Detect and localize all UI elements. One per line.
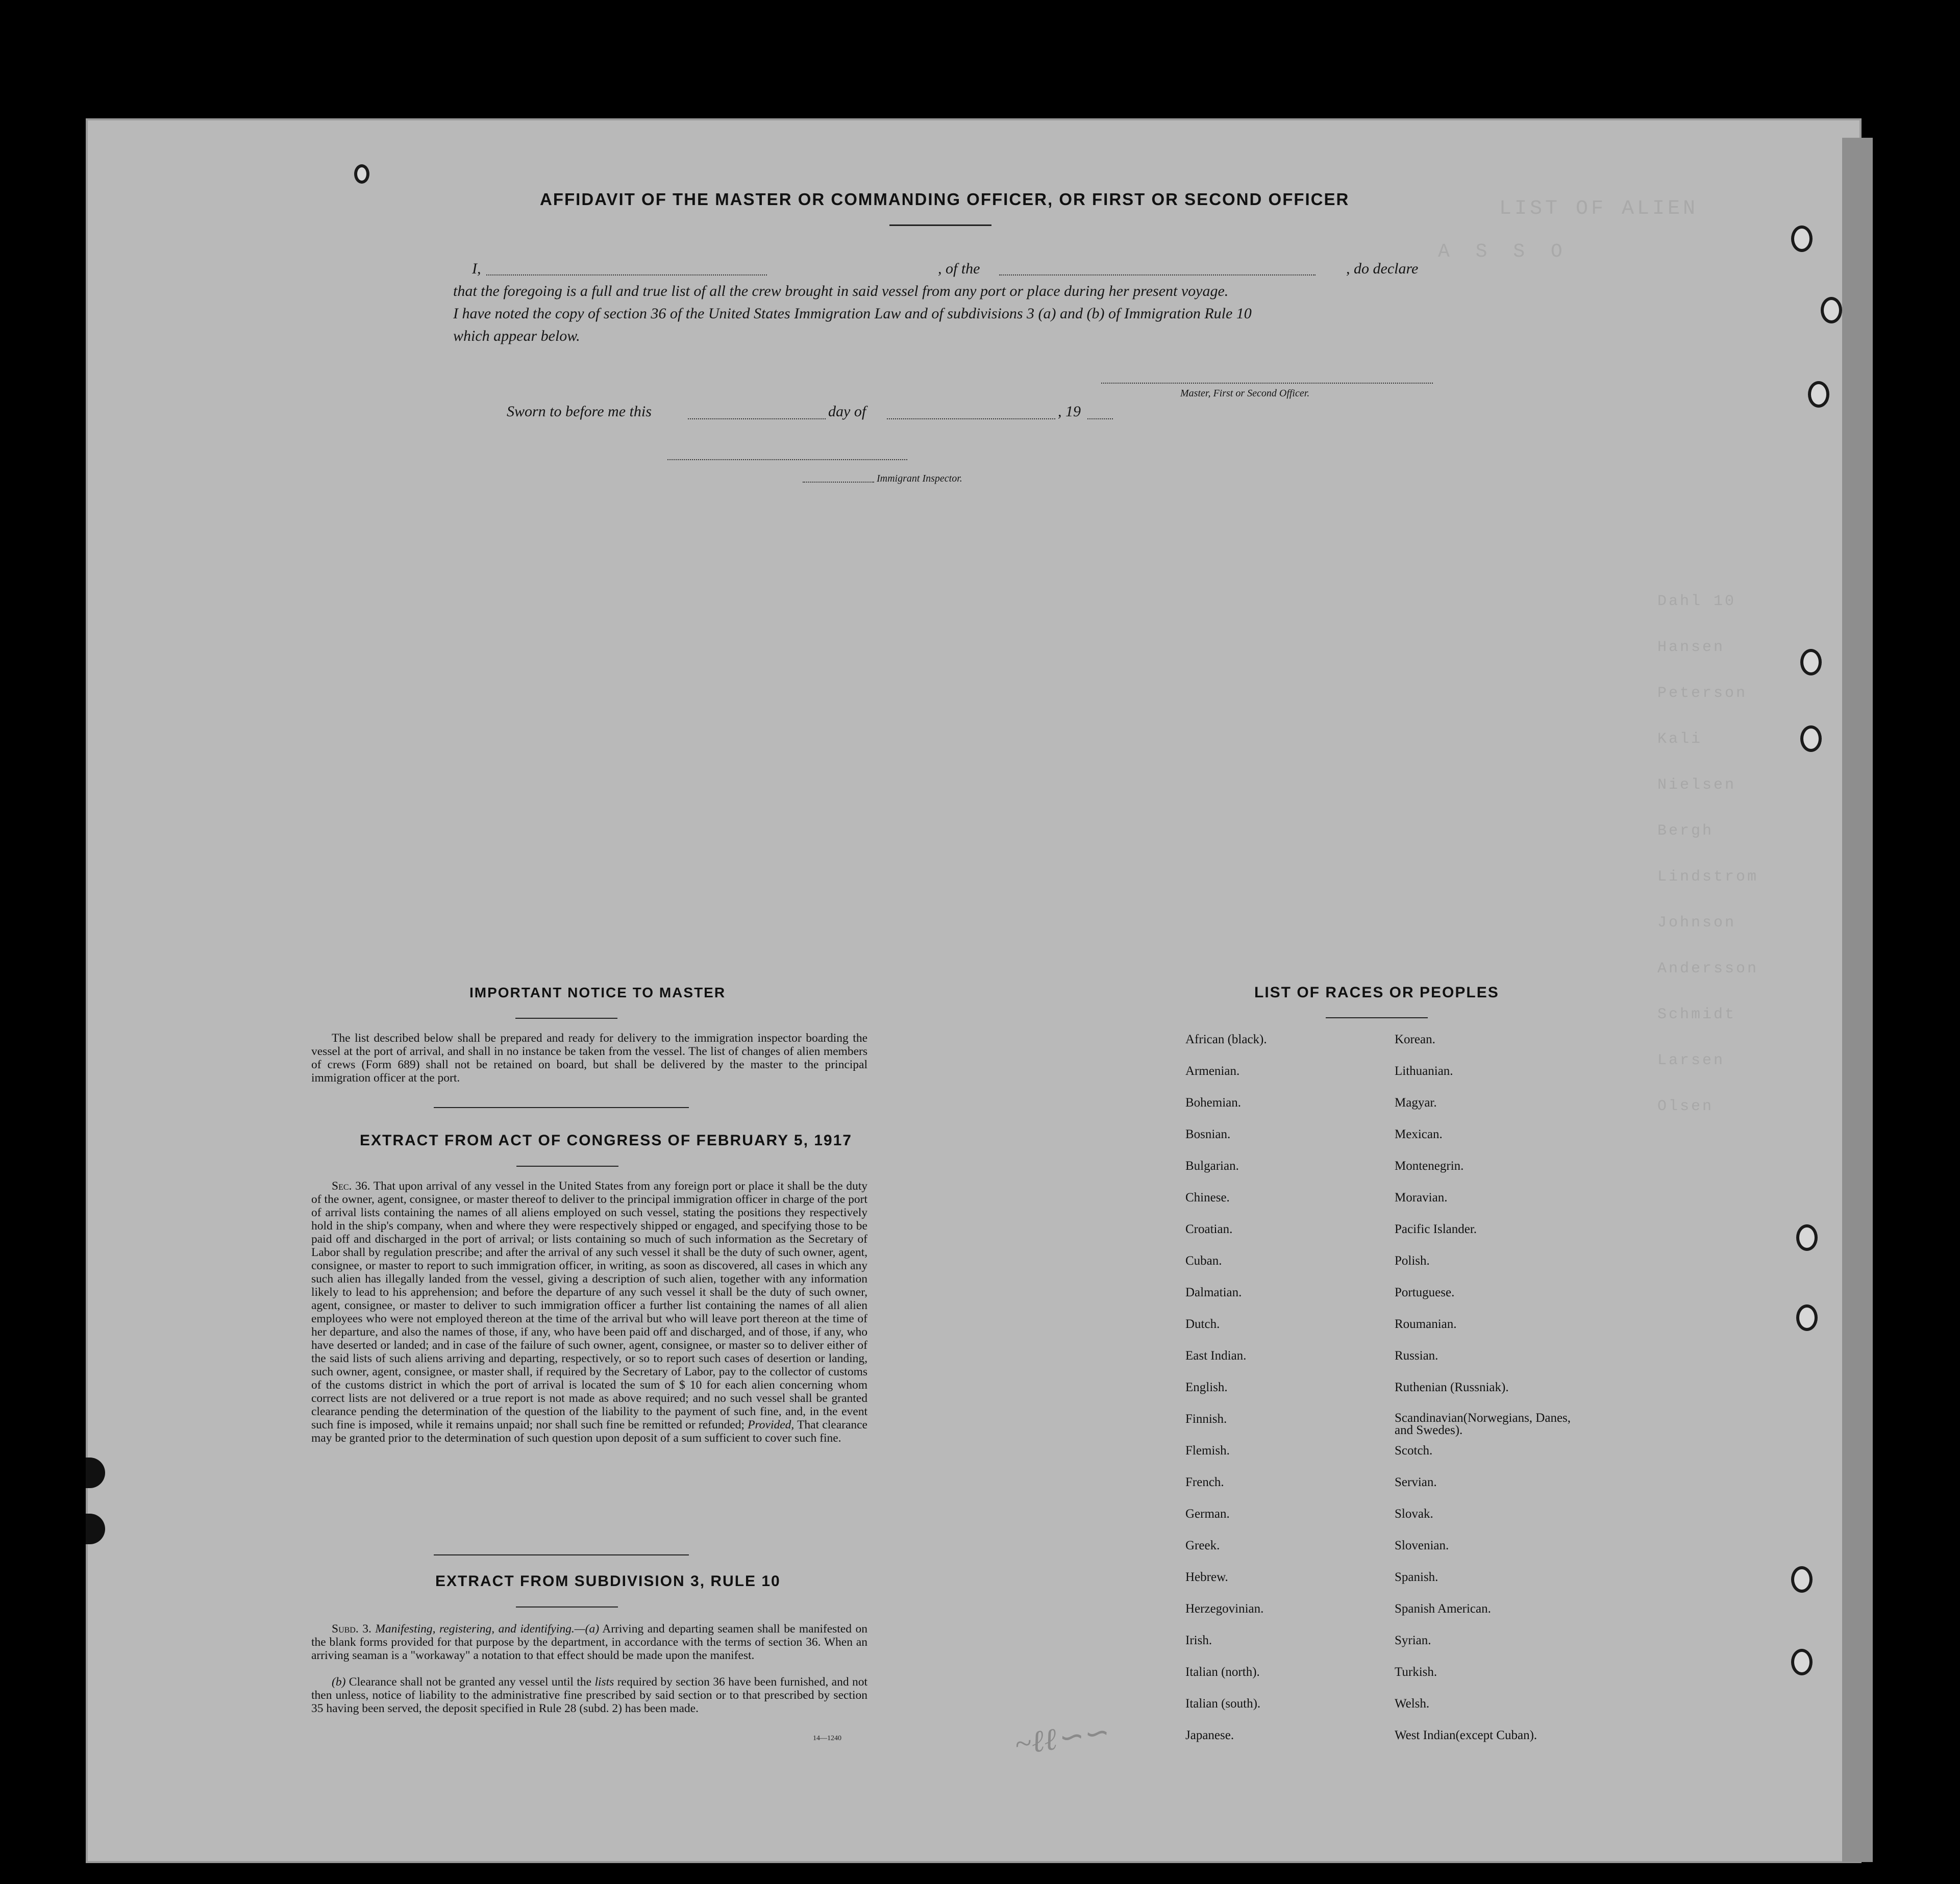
race-item: Korean. (1395, 1033, 1435, 1046)
race-item: Bulgarian. (1185, 1159, 1239, 1173)
races-column-1 (1185, 1033, 1267, 1760)
race-item: Welsh. (1395, 1697, 1430, 1711)
punch-hole (1800, 649, 1822, 675)
race-item: African (black). (1185, 1033, 1267, 1046)
race-item: English. (1185, 1380, 1228, 1394)
sworn-day-blank[interactable] (688, 418, 826, 419)
act-end-rule (434, 1554, 689, 1555)
race-item: Turkish. (1395, 1665, 1437, 1679)
affidavit-line-2: that the foregoing is a full and true list of all the crew brought in said vessel from any port or place during her present voyage. (453, 283, 1229, 299)
race-item: Dutch. (1185, 1317, 1220, 1331)
punch-hole (1821, 297, 1842, 323)
punch-hole (1791, 1649, 1813, 1675)
race-item: Roumanian. (1395, 1317, 1457, 1331)
race-item: Spanish American. (1395, 1602, 1491, 1616)
faint-signature: ~ℓℓ∽∽ (1012, 1715, 1110, 1762)
sworn-label: Sworn to before me this (507, 403, 652, 420)
affidavit-of-the-label: , of the (938, 260, 980, 277)
race-item: Slovenian. (1395, 1539, 1449, 1552)
race-item: Slovak. (1395, 1507, 1433, 1521)
notice-rule (515, 1018, 617, 1019)
act-title: EXTRACT FROM ACT OF CONGRESS OF FEBRUARY 5, 1917 (360, 1132, 852, 1149)
race-item: Armenian. (1185, 1064, 1240, 1078)
race-item: Bohemian. (1185, 1096, 1242, 1110)
affidavit-title: AFFIDAVIT OF THE MASTER OR COMMANDING OFFICER, OR FIRST OR SECOND OFFICER (540, 190, 1350, 209)
bleed-through-row: A S S O (1438, 241, 1570, 263)
race-item: Lithuanian. (1395, 1064, 1453, 1078)
act-rule (516, 1166, 618, 1167)
bleed-through-column: Dahl 10 Hansen Peterson Kali Nielsen Bergh Lindstrom Johnson Andersson Schmidt Larsen Olsen (1657, 593, 1759, 1115)
race-item: French. (1185, 1475, 1224, 1489)
race-item: Syrian. (1395, 1634, 1431, 1647)
race-item: Magyar. (1395, 1096, 1437, 1110)
notice-body: The list described below shall be prepared and ready for delivery to the immigration inspector boarding the vessel at the port of arrival, and shall in no instance be taken from the vessel. The list of changes of alien members of crews (Form 689) shall not be retained on board, but shall be delivered by the master to the principal immigration officer at the port. (311, 1032, 867, 1085)
act-body: Sec. 36. That upon arrival of any vessel in the United States from any foreign port or place it shall be the duty of the owner, agent, consignee, or master thereof to deliver to the principal immigration officer in charge of the port of arrival lists containing the names of all aliens employed on such vessel, stating the positions they respectively hold in the ship's company, when and where they were respectively shipped or engaged, and specifying those to be paid off and discharged in the port of arrival; or lists containing so much of such information as the Secretary of Labor shall by regulation prescribe; and after the arrival of any such vessel it shall be the duty of such owner, agent, consignee, or master to report to such immigration officer, in writing, as soon as discovered, all cases in which any such alien has illegally landed from the vessel, giving a description of such alien, together with any information likely to lead to his apprehension; and before the departure of any such vessel it shall be the duty of such owner, agent, consignee, or master to deliver to such immigration officer a further list containing the names of all alien employees who were not employed thereon at the time of the arrival but who will leave port thereon at the time of her departure, and also the names of those, if any, who have been paid off and discharged, and of those, if any, who have deserted or landed; and in case of the failure of such owner, agent, consignee, or master so to deliver either of the said lists of such aliens arriving and departing, respectively, or so to report such cases of desertion or landing, such owner, agent, consignee, or master shall, if required by the Secretary of Labor, pay to the collector of customs of the customs district in which the port of arrival is located the sum of $ 10 for each alien concerning whom correct lists are not delivered or a true report is not made as above required; and no such vessel shall be granted clearance pending the determination of the question of the liability to the payment of such fine, and, in the event such fine is imposed, while it remains unpaid; nor shall such fine be remitted or refunded; Provided, That clearance may be granted prior to the determination of such question upon deposit of a sum sufficient to cover such fine. (311, 1179, 868, 1445)
race-item: Servian. (1395, 1475, 1437, 1489)
document-page (86, 118, 1862, 1863)
affidavit-i-label: I, (472, 260, 481, 277)
races-rule (1326, 1017, 1428, 1018)
punch-hole (1800, 725, 1822, 752)
race-item: German. (1185, 1507, 1230, 1521)
inspector-caption: Immigrant Inspector. (877, 473, 962, 484)
race-item: Pacific Islander. (1395, 1222, 1477, 1236)
race-item: Moravian. (1395, 1191, 1448, 1204)
race-item: Italian (north). (1185, 1665, 1260, 1679)
binding-notch (86, 1514, 105, 1544)
notice-end-rule (434, 1107, 689, 1108)
rule-para-a: Subd. 3. Manifesting, registering, and identifying.—(a) Arriving and departing seamen shall be manifested on the blank forms provided for that purpose by the department, in accordance with the terms of section 36. When an arriving seaman is a "workaway" a notation to that effect should be made upon the manifest. (311, 1622, 867, 1662)
notice-title: IMPORTANT NOTICE TO MASTER (469, 985, 726, 1000)
punch-hole (1808, 381, 1829, 408)
title-rule (889, 224, 991, 226)
race-item: Finnish. (1185, 1412, 1227, 1426)
master-signature-line[interactable] (1101, 383, 1433, 384)
master-caption: Master, First or Second Officer. (1180, 388, 1310, 399)
punch-hole (1791, 1566, 1813, 1593)
race-item: Portuguese. (1395, 1286, 1455, 1299)
race-item: Herzegovinian. (1185, 1602, 1264, 1616)
race-item: Montenegrin. (1395, 1159, 1464, 1173)
punch-hole (1791, 225, 1813, 252)
affidavit-line-4: which appear below. (453, 328, 580, 344)
race-item: Spanish. (1395, 1570, 1438, 1584)
race-item: East Indian. (1185, 1349, 1247, 1363)
binding-notch (86, 1458, 105, 1488)
race-item: Russian. (1395, 1349, 1438, 1363)
form-number: 14—1240 (813, 1735, 841, 1742)
race-item: Irish. (1185, 1634, 1212, 1647)
races-column-2 (1395, 1033, 1578, 1760)
name-blank[interactable] (486, 274, 767, 275)
race-item: Greek. (1185, 1539, 1220, 1552)
punch-hole (1796, 1304, 1818, 1331)
inspector-signature-line[interactable] (667, 459, 907, 460)
sworn-year-blank[interactable] (1087, 418, 1113, 419)
race-item: Scotch. (1395, 1444, 1433, 1458)
day-of-label: day of (828, 403, 866, 420)
race-item: Mexican. (1395, 1127, 1443, 1141)
race-item: West Indian(except Cuban). (1395, 1728, 1537, 1742)
race-item: Japanese. (1185, 1728, 1234, 1742)
vessel-blank[interactable] (999, 274, 1316, 275)
race-item: Croatian. (1185, 1222, 1233, 1236)
race-item: Scandinavian(Norwegians, Danes, and Swedes). (1395, 1411, 1571, 1437)
race-item: Bosnian. (1185, 1127, 1231, 1141)
race-item: Polish. (1395, 1254, 1430, 1268)
race-item: Ruthenian (Russniak). (1395, 1380, 1509, 1394)
rule-title-rule (516, 1606, 618, 1607)
year-label: , 19 (1058, 403, 1081, 420)
rule-title: EXTRACT FROM SUBDIVISION 3, RULE 10 (435, 1573, 781, 1590)
inspector-dots (803, 482, 874, 483)
affidavit-declare-label: , do declare (1346, 260, 1419, 277)
race-item: Flemish. (1185, 1444, 1230, 1458)
race-item: Hebrew. (1185, 1570, 1228, 1584)
affidavit-line-3: I have noted the copy of section 36 of the United States Immigration Law and of subdivisions 3 (a) and (b) of Immigration Rule 10 (453, 305, 1252, 322)
punch-hole (1796, 1224, 1818, 1251)
bleed-through-text: LIST OF ALIEN (1499, 197, 1699, 220)
race-item: Chinese. (1185, 1191, 1230, 1204)
race-item: Italian (south). (1185, 1697, 1261, 1711)
rule-para-b: (b) Clearance shall not be granted any vessel until the lists required by section 36 have been furnished, and not then unless, notice of liability to the administrative fine prescribed by said section or to that prescribed by section 35 having been served, the deposit specified in Rule 28 (subd. 2) has been made. (311, 1675, 868, 1715)
page-edge (1842, 138, 1873, 1862)
punch-hole (354, 164, 369, 184)
race-item: Cuban. (1185, 1254, 1222, 1268)
sworn-month-blank[interactable] (887, 418, 1055, 419)
race-item: Dalmatian. (1185, 1286, 1242, 1299)
races-title: LIST OF RACES OR PEOPLES (1254, 984, 1499, 1001)
